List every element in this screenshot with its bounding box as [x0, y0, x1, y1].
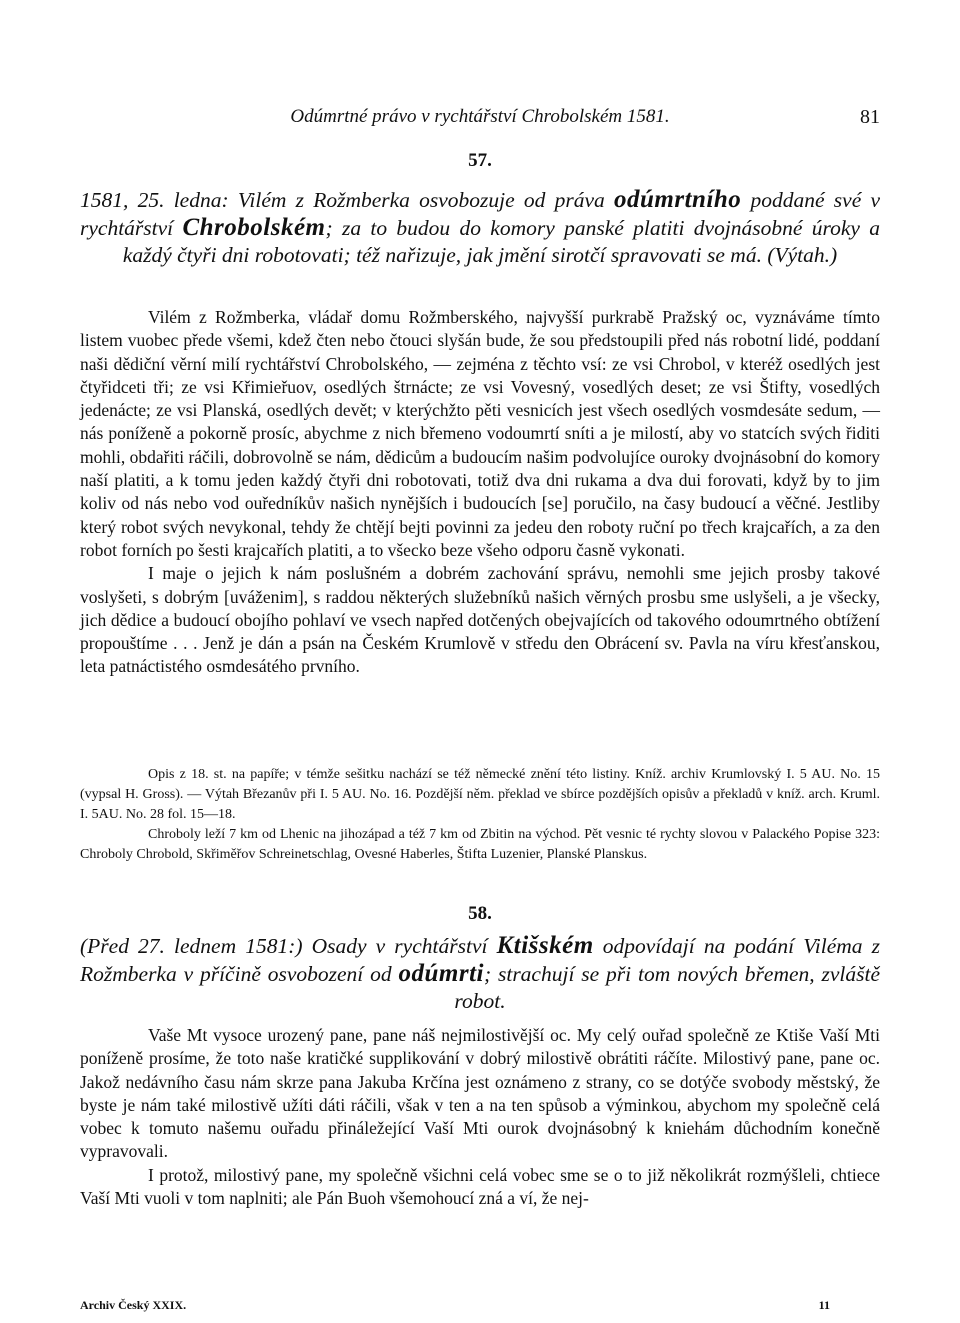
regest-58-emphasis-1: Ktišském [496, 932, 594, 959]
regest-58-part3: ; strachují se při tom nových břemen, zvláště robot. [454, 962, 881, 1013]
paragraph: Vaše Mt vysoce urozený pane, pane náš nejmilostivější oc. My celý ouřad společně ze Ktiše Vaší Mti poníženě prosíme, že toto naše kratičké supplikování v dobrý milostivě obrátiti ráčíte. Milostivý pane, pane oc. Jakož nedávního času nám skrze pana Jakuba Krčína jest oznámeno z strany, co se dotýče svobody městský, že byste je nám také milostivě užíti dáti ráčili, však v ten a na ten spůsob a výminkou, abychom my společně celá vobec k tomuto našemu ouřadu přináležející Vaší Mti ourok dvojnásobný k kniehám důchodním konečně vypravovali. [80, 1025, 880, 1162]
document-number-58: 58. [468, 903, 492, 924]
source-note: Opis z 18. st. na papíře; v témže sešitku nachází se též německé znění této listiny. Kníž. archiv Krumlovský I. 5 AU. No. 15 (vypsal H. Gross). — Výtah Březanův při I. 5 AU. No. 16. Pozdější něm. překlad ve sbírce pozdějších opisův a překladů v kníž. arch. Kruml. I. 5AU. No. 28 fol. 15—18. [80, 767, 880, 822]
paragraph: Vilém z Rožmberka, vládař domu Rožmberského, najvyšší purkrabě Pražský oc, vyznáváme tímto listem vuobec přede všemi, kdež čten nebo čtouci slyšán bude, že sou předstoupili před nás robotní lidé, poddaní naši dědiční věrní milí rychtářství Chrobolského, — zejména z těchto vsí: ze vsi Chrobol, v kteréž osedlých jest čtyřidceti tři; ze vsi Křimieřuov, osedlých štrnácte; ze vsi Vovesný, vosedlých deset; ze vsi Štifty, vosedlých jedenácte; ze vsi Planská, osedlých devět; v kterýchžto pěti vesnicích jest všech osedlých vosmdesáte sedum, — nás poníženě a pokorně prosíc, abychme z nich břemeno vodoumrtí sníti a je milostí, aby vo statcích svých řiditi mohli, obdařiti ráčili, dobrovolně se nám, dědicům a budoucím našim podvolujíce ouroky dvojnásobní do komory naší platiti, a k tomu jeden každý čtyři dni robotovati, totiž dva dni rukama a dva dui forovati, když by to jim koliv od nás nebo vod ouředníkův našich nynějších i budoucích [se] poručilo, na časy budoucí a věčné. Jestliby který robot svých nevykonal, tehdy že chtějí bejti povinni za jedeu den roboty ruční po třech krajcařích, a za den robot forních po šesti krajcařích platiti, a to všecko beze všeho odporu časně vykonati. [80, 307, 880, 560]
regest-58-part1: (Před 27. lednem 1581:) Osady v rychtářství [80, 934, 488, 958]
regest-57-part2: poddané své v rychtářství [80, 188, 881, 240]
document-57-notes [80, 765, 880, 865]
document-number-57: 57. [468, 150, 492, 171]
page-number: 81 [860, 106, 880, 128]
footer-sheet-number: 11 [818, 1298, 830, 1312]
regest-58-emphasis-2: odúmrti [398, 960, 484, 987]
regest-58 [80, 932, 880, 1015]
regest-57-part1: 1581, 25. ledna: Vilém z Rožmberka osvobozuje od práva [80, 188, 605, 212]
regest-57-part3: ; za to budou do komory panské platiti dvojnásobné úroky a každý čtyři dni robotovati; též nařizuje, jak jmění sirotčí spravovati se má. (Výtah.) [122, 216, 880, 267]
page-footer [80, 1298, 830, 1316]
document-58-body [80, 1024, 880, 1210]
running-title: Odúmrtné právo v rychtářství Chrobolském 1581. [290, 106, 670, 127]
running-head [0, 106, 960, 136]
paragraph: I protož, milostivý pane, my společně všichni celá vobec sme se o to již několikrát rozmýšleli, chtiece Vaší Mti vuoli v tom naplniti; ale Pán Buoh všemohoucí zná a ví, že nej- [80, 1164, 880, 1209]
regest-58-part2: odpovídají na podání Viléma z Rožmberka v příčině osvobození od [80, 934, 881, 986]
regest-57-emphasis-2: Chrobolském [182, 214, 326, 241]
regest-57-emphasis-1: odúmrtního [614, 186, 742, 213]
document-57-body [80, 306, 880, 679]
location-note: Chroboly leží 7 km od Lhenic na jihozápad a též 7 km od Zbitin na východ. Pět vesnic té rychty slovou v Palackého Popise 323: Chroboly Chrobold, Skřiměřov Schreinetschlag, Ovesné Haberles, Štifta Luzenier, Planské Planskus. [80, 827, 880, 862]
paragraph: I maje o jejich k nám poslušném a dobrém zachování správu, nemohli sme jejich prosby takové voslyšeti, s dobrým [uváženim], s raddou některých služebníků našich věrných prosbu sme uslyšeli, a je všecky, jich dědice a budoucí obojího pohlaví ve vsech napřed dotčených obejvajících od takového odoumrtného obtížení propouštíme . . . Jenž je dán a psán na Českém Krumlově v středu den Obrácení sv. Pavla na víru křesťanskou, leta patnáctistého osmdesátého prvního. [80, 563, 880, 677]
regest-57 [80, 186, 880, 269]
footer-signature: Archiv Český XXIX. [80, 1298, 187, 1312]
